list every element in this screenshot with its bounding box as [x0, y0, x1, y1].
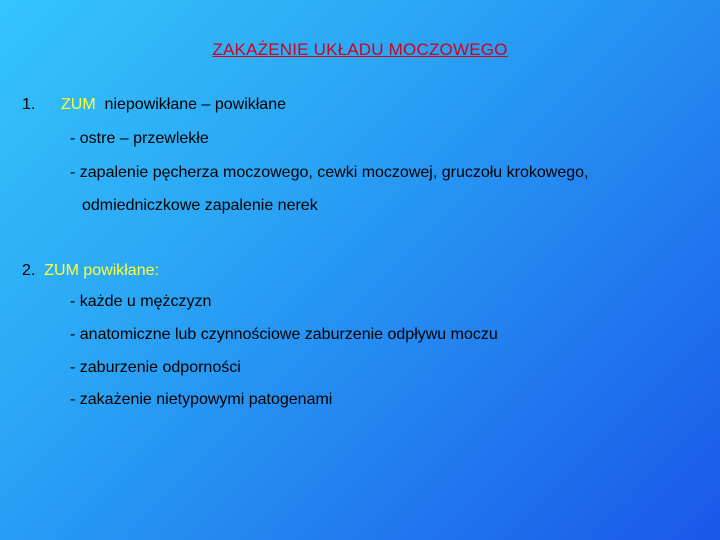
section1-item: odmiedniczkowe zapalenie nerek	[82, 197, 318, 214]
section1-item: - zapalenie pęcherza moczowego, cewki moczowej, gruczołu krokowego,	[70, 164, 589, 181]
section2-heading	[22, 262, 159, 280]
section2-item: - każde u mężczyzn	[70, 293, 212, 310]
section1-heading-zum: ZUM	[61, 96, 96, 113]
section2-item: - zaburzenie odporności	[70, 359, 241, 376]
section2-heading-text: ZUM powikłane:	[44, 262, 159, 279]
slide-title: ZAKAŻENIE UKŁADU MOCZOWEGO	[212, 40, 508, 59]
section2-item: - zakażenie nietypowymi patogenami	[70, 391, 333, 408]
section1-number: 1.	[22, 96, 36, 113]
section1-heading-rest: niepowikłane – powikłane	[104, 96, 286, 113]
section1-item: - ostre – przewlekłe	[70, 130, 209, 147]
section2-item: - anatomiczne lub czynnościowe zaburzenie odpływu moczu	[70, 326, 498, 343]
section1-heading	[61, 96, 286, 114]
section2-number: 2.	[22, 262, 36, 279]
